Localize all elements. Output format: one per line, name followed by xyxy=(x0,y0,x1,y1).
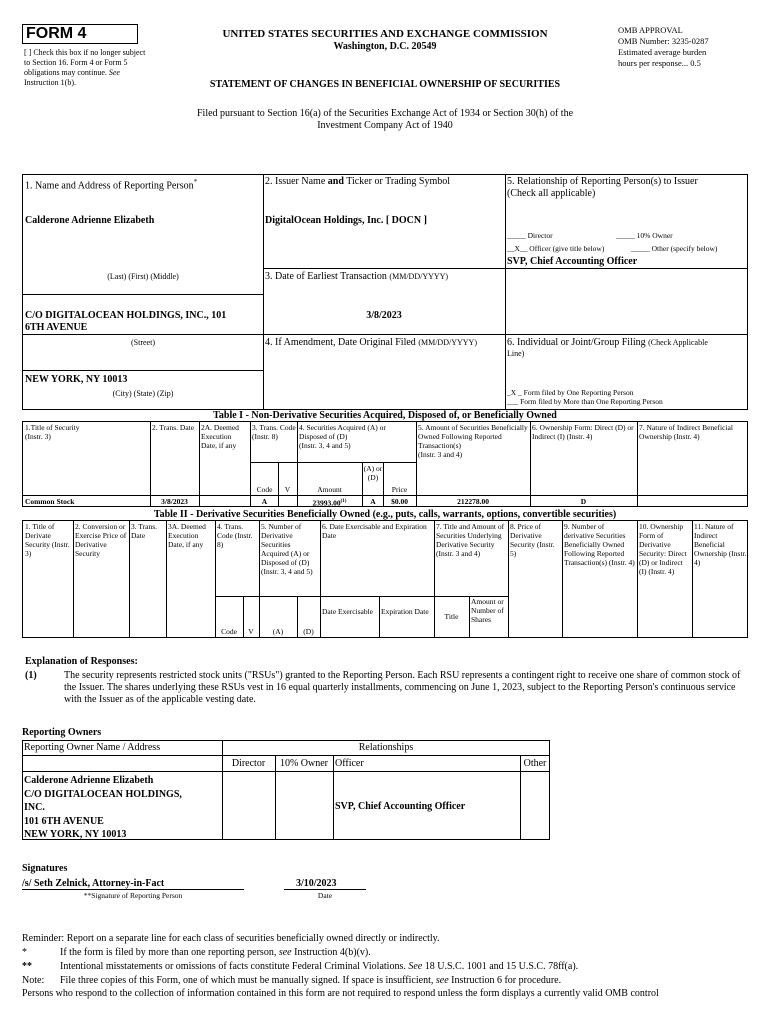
footnote-star: * If the form is filed by more than one reporting person, see Instruction 4(b)(v). xyxy=(22,947,371,958)
t1-h2a: 2A. Deemed Execution Date, if any xyxy=(201,423,239,450)
t2-sub-d: (D) xyxy=(303,627,314,636)
footnote-note: Note: File three copies of this Form, one of which must be manually signed. If space is insufficient, see Instruction 6 for procedure. xyxy=(22,975,562,986)
t1-h7: 7. Nature of Indirect Beneficial Ownership (Instr. 4) xyxy=(639,423,733,441)
signatures-heading: Signatures xyxy=(22,863,68,874)
box4-label: 4. If Amendment, Date Original Filed (MM/DD/YYYY) xyxy=(265,337,477,348)
omb-approval: OMB APPROVAL OMB Number: 3235-0287 Estimated average burden hours per response... 0.5 xyxy=(618,25,709,68)
filed-pursuant: Filed pursuant to Section 16(a) of the Securities Exchange Act of 1934 or Section 30(h) of the Investment Company Act of 1940 xyxy=(196,108,574,131)
box2-label: 2. Issuer Name and Ticker or Trading Symbol xyxy=(265,176,451,187)
signature-caption: **Signature of Reporting Person xyxy=(83,891,183,900)
t2-h1: 1. Title of Derivate Security (Instr. 3) xyxy=(25,522,70,558)
owners-col-10pct: 10% Owner xyxy=(279,758,329,769)
t2-h9: 9. Number of derivative Securities Beneficially Owned Following Reported Transaction(s) (Instr. 4) xyxy=(564,522,635,567)
t2-h3: 3. Trans. Date xyxy=(131,522,158,540)
t1-form: D xyxy=(580,497,587,506)
box5-label: 5. Relationship of Reporting Person(s) to Issuer (Check all applicable) xyxy=(507,176,698,199)
reporter-city: NEW YORK, NY 10013 xyxy=(25,374,128,385)
t1-security: Common Stock xyxy=(25,497,75,506)
rel-officer: __X__ Officer (give title below) xyxy=(507,244,605,253)
t2-h6: 6. Date Exercisable and Expiration Date xyxy=(322,522,427,540)
t1-date: 3/8/2023 xyxy=(161,497,188,506)
form-title-box xyxy=(22,24,138,44)
footnote-double-star: ** Intentional misstatements or omissions of facts constitute Federal Criminal Violations. See 18 U.S.C. 1001 and 15 U.S.C. 78ff(a). xyxy=(22,961,579,972)
reporter-address: C/O DIGITALOCEAN HOLDINGS, INC., 101 6TH AVENUE xyxy=(25,310,227,333)
rel-director: _____ Director xyxy=(507,231,553,240)
owners-col-name: Reporting Owner Name / Address xyxy=(24,742,161,753)
t2-sub-date-exercisable: Date Exercisable xyxy=(322,607,374,616)
t2-sub-v: V xyxy=(248,627,254,636)
t1-owned: 212278.00 xyxy=(457,497,489,506)
form-title: FORM 4 xyxy=(26,25,87,42)
persons-notice: Persons who respond to the collection of information contained in this form are not required to respond unless the form displays a currently valid OMB control xyxy=(22,988,659,999)
t2-h10: 10. Ownership Form of Derivative Security: Direct (D) or Indirect (I) (Instr. 4) xyxy=(639,522,687,576)
filing-one: _X _ Form filed by One Reporting Person xyxy=(507,388,634,397)
t2-h2: 2. Conversion or Exercise Price of Derivative Security xyxy=(75,522,127,558)
t2-h8: 8. Price of Derivative Security (Instr. 5) xyxy=(510,522,555,558)
t2-sub-expiration: Expiration Date xyxy=(381,607,429,616)
t1-price: $0.00 xyxy=(391,497,408,506)
t1-sub-aod: (A) or (D) xyxy=(363,464,383,482)
t2-h4: 4. Trans. Code (Instr. 8) xyxy=(217,522,253,549)
officer-title: SVP, Chief Accounting Officer xyxy=(507,256,638,267)
box6-label: 6. Individual or Joint/Group Filing (Check Applicable Line) xyxy=(507,337,708,358)
street-hint: (Street) xyxy=(131,338,155,347)
owner-officer-title: SVP, Chief Accounting Officer xyxy=(335,801,466,812)
t2-sub-amount: Amount or Number of Shares xyxy=(471,597,504,624)
t2-h3a: 3A. Deemed Execution Date, if any xyxy=(168,522,206,549)
filing-more: ___ Form filed by More than One Reporting Person xyxy=(507,397,663,406)
table2-title: Table II - Derivative Securities Beneficially Owned (e.g., puts, calls, warrants, options, convertible securities) xyxy=(153,509,617,520)
t1-aod: A xyxy=(370,497,376,506)
owners-heading: Reporting Owners xyxy=(22,727,102,738)
reporter-name: Calderone Adrienne Elizabeth xyxy=(25,215,155,226)
rel-other: _____ Other (specify below) xyxy=(631,244,718,253)
reminder: Reminder: Report on a separate line for each class of securities beneficially owned directly or indirectly. xyxy=(22,933,440,944)
t2-sub-code: Code xyxy=(221,627,237,636)
t1-h4: 4. Securities Acquired (A) or Disposed of (D) (Instr. 3, 4 and 5) xyxy=(299,423,386,450)
agency-name: UNITED STATES SECURITIES AND EXCHANGE COMMISSION xyxy=(222,28,548,40)
signer: /s/ Seth Zelnick, Attorney-in-Fact xyxy=(22,878,165,889)
rel-10pct-owner: _____ 10% Owner xyxy=(616,231,673,240)
t1-sub-code: Code xyxy=(256,485,273,494)
t1-code: A xyxy=(261,497,268,506)
issuer-name: DigitalOcean Holdings, Inc. [ DOCN ] xyxy=(265,215,427,226)
explanation-heading: Explanation of Responses: xyxy=(25,656,138,667)
t1-sub-v: V xyxy=(284,485,291,494)
statement-title: STATEMENT OF CHANGES IN BENEFICIAL OWNERSHIP OF SECURITIES xyxy=(209,79,561,90)
t2-h5: 5. Number of Derivative Securities Acquired (A) or Disposed of (D) (Instr. 3, 4 and 5) xyxy=(261,522,313,576)
box1-label: 1. Name and Address of Reporting Person* xyxy=(25,178,198,192)
t1-h2: 2. Trans. Date xyxy=(152,423,195,432)
reporter-section xyxy=(22,174,748,410)
t1-sub-amount: Amount xyxy=(317,485,342,494)
box3-label: 3. Date of Earliest Transaction (MM/DD/YYYY) xyxy=(265,271,449,282)
t1-amount: 23993.00$^{(1)}$ xyxy=(312,498,347,508)
name-hint: (Last) (First) (Middle) xyxy=(107,272,179,281)
explanation-number: (1) xyxy=(25,670,37,681)
owners-col-officer: Officer xyxy=(335,758,364,769)
t2-sub-title: Title xyxy=(444,612,459,621)
explanation-text: The security represents restricted stock units ("RSUs") granted to the Reporting Person. Each RSU represents a contingent right to receive one share of common stock of the Issuer. The shares underlying these RSUs vest in 16 equal quarterly installments, commencing on June 1, 2023, subject to the Reporting Person's continuous service with the Issuer as of the applicable vesting date. xyxy=(64,670,741,705)
earliest-date: 3/8/2023 xyxy=(366,310,402,321)
t1-h3: 3. Trans. Code (Instr. 8) xyxy=(252,423,296,441)
owner-name-address: Calderone Adrienne Elizabeth C/O DIGITALOCEAN HOLDINGS, INC. 101 6TH AVENUE NEW YORK, NY 10013 xyxy=(24,775,182,840)
city-hint: (City) (State) (Zip) xyxy=(112,389,174,398)
t1-sub-price: Price xyxy=(391,485,408,494)
t1-h6: 6. Ownership Form: Direct (D) or Indirect (I) (Instr. 4) xyxy=(532,423,634,441)
owners-col-relationships: Relationships xyxy=(358,742,414,753)
owners-col-other: Other xyxy=(523,758,547,769)
signature-date: 3/10/2023 xyxy=(296,878,337,889)
t2-h7: 7. Title and Amount of Securities Underlying Derivative Security (Instr. 3 and 4) xyxy=(436,522,505,558)
owners-col-director: Director xyxy=(231,758,266,769)
t1-h1: 1.Title of Security (Instr. 3) xyxy=(25,423,80,441)
t2-h11: 11. Nature of Indirect Beneficial Ownership (Instr. 4) xyxy=(694,522,747,567)
table1-title: Table I - Non-Derivative Securities Acquired, Disposed of, or Beneficially Owned xyxy=(213,410,557,421)
date-caption: Date xyxy=(317,891,333,900)
agency-city: Washington, D.C. 20549 xyxy=(333,41,437,52)
t2-sub-a: (A) xyxy=(272,627,284,636)
t1-h5: 5. Amount of Securities Beneficially Owned Following Reported Transaction(s) (Instr. 3 and 4) xyxy=(418,423,528,459)
check-box-note: [ ] Check this box if no longer subject to Section 16. Form 4 or Form 5 obligations may continue. See Instruction 1(b). xyxy=(24,48,146,87)
